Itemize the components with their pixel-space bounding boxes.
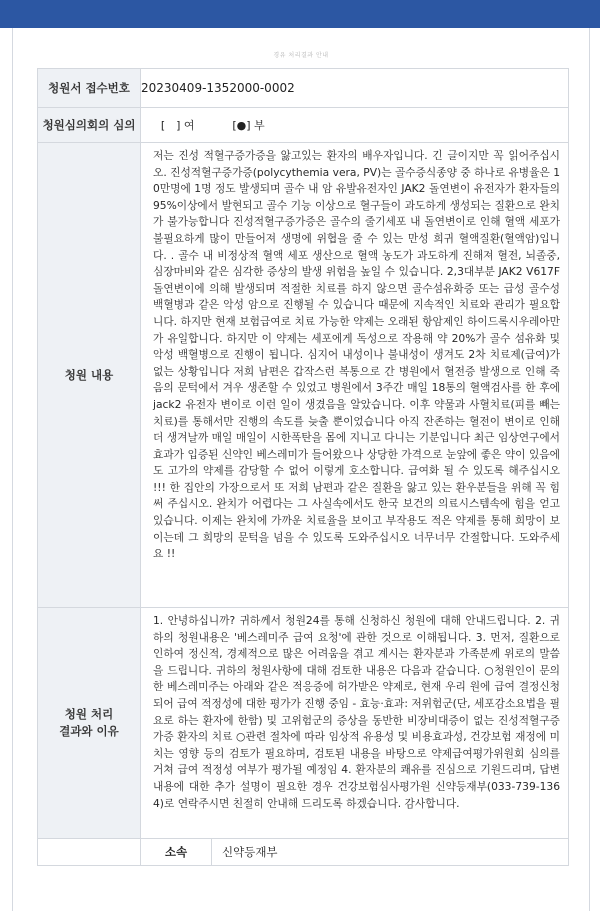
document-frame xyxy=(12,28,590,911)
petition-result-table xyxy=(37,68,569,866)
receipt-row xyxy=(38,69,569,108)
receipt-label: 청원서 접수번호 xyxy=(38,69,141,108)
top-header-bar xyxy=(0,0,600,28)
petition-content-label: 청원 내용 xyxy=(38,143,141,608)
result-text: 1. 안녕하십니까? 귀하께서 청원24를 통해 신청하신 청원에 대해 안내드립니다. 2. 귀하의 청원내용은 '베스레미주 급여 요청'에 관한 것으로 이해됩니다. 3. 먼저, 질환으로 인하여 정신적, 경제적으로 많은 어려움을 겪고 계시는 환자분과 가족분께 위로의 말씀을 드립니다. 귀하의 청원사항에 대해 검토한 내용은 다음과 같습니다. ○청원인이 문의한 베스레미주는 아래와 같은 적응증에 허가받은 약제로, 현재 우리 원에 급여 결정신청 되어 급여 적정성에 대한 평가가 진행 중임 - 효능·효과: 저위험군(단, 세포감소요법을 필요로 하는 환자에 한함) 및 고위험군의 증상을 동반한 비장비대증이 없는 진성적혈구증가증 환자의 치료 ○관련 절차에 따라 임상적 유용성 및 비용효과성, 건강보험 재정에 미치는 영향 등의 검토가 필요하며, 검토된 내용을 바탕으로 약제급여평가위원회 심의를 거쳐 급여 적정성 여부가 평가될 예정임 4. 환자분의 쾌유를 진심으로 기원드리며, 답변 내용에 대한 추가 설명이 필요한 경우 건강보험심사평가원 신약등재부(033-739-1364)로 연락주시면 친절히 안내해 드리도록 하겠습니다. 감사합니다. xyxy=(141,608,569,839)
result-label-line1: 청원 처리 xyxy=(64,707,114,721)
receipt-number: 20230409-1352000-0002 xyxy=(141,69,569,108)
petition-content-row xyxy=(38,143,569,608)
review-row xyxy=(38,108,569,143)
review-options xyxy=(141,108,569,143)
department-spacer xyxy=(38,839,141,866)
result-label xyxy=(38,608,141,839)
result-row xyxy=(38,608,569,839)
review-label: 청원심의회의 심의 xyxy=(38,108,141,143)
review-option-yes: [ ] 여 xyxy=(160,119,195,132)
department-value: 신약등재부 xyxy=(222,845,278,859)
petition-content-text: 저는 진성 적혈구증가증을 앓고있는 환자의 배우자입니다. 긴 글이지만 꼭 읽어주십시오. 진성적혈구증가증(polycythemia vera, PV)는 골수증식종양 중 하나로 유병율은 10만명에 1명 정도 발생되며 골수 내 암 유발유전자인 JAK2 돌연변이 유전자가 환자들의 95%이상에서 발현되고 골수 기능 이상으로 혈구들이 과도하게 생성되는 질환으로 완치가 불가능합니다 진성적혈구증가증은 골수의 줄기세포 내 돌연변이로 인해 혈액 세포가 불필요하게 많이 만들어져 생명에 위협을 줄 수 있는 만성 희귀 혈액질환(혈액암)입니다. . 골수 내 비정상적 혈액 세포 생산으로 혈액 농도가 과도하게 진해져 혈전, 뇌졸중, 심장마비와 같은 심각한 증상의 발생 위험을 높일 수 있습니다. 2,3대부분 JAK2 V617F 돌연변이에 의해 발생되며 적절한 치료를 하지 않으면 골수섬유화증 또는 급성 골수성 백혈병과 같은 악성 암으로 진행될 수 있습니다 때문에 지속적인 치료와 관리가 필요합니다. 하지만 현재 보험급여로 치료 가능한 약제는 오래된 항암제인 하이드록시우레아만가 유일합니다. 하지만 이 약제는 세포에게 독성으로 작용해 약 20%가 골수 섬유화 및 악성 백혈병으로 진행이 됩니다. 심지어 내성이나 불내성이 생겨도 2차 치료제(급여)가 없는 상황입니다 저희 남편은 갑작스런 복통으로 간 병원에서 혈전증 발생으로 인해 죽음의 문턱에서 겨우 생존할 수 있었고 병원에서 3주간 매일 18통의 혈액검사를 한 후에 jack2 유전자 변이로 이런 일이 생겼음을 알았습니다. 이후 약물과 사혈치료(피를 빼는 치료)를 통해서만 진행의 속도를 늦출 뿐이었습니다 아직 잔존하는 혈전이 변이로 인해 더 생겨날까 매일 매일이 시한폭탄을 몸에 지니고 다니는 기분입니다 최근 임상연구에서 효과가 입증된 신약인 베스레미가 들어왔으나 상당한 가격으로 눈앞에 좋은 약이 있음에도 고가의 약제를 감당할 수 없어 이렇게 호소합니다. 급여화 될 수 있도록 해주십시오 !!! 한 집안의 가장으로서 또 저희 남편과 같은 질환을 앓고 있는 환우분들을 위해 꼭 힘써 주십시오. 완치가 어렵다는 그 사실속에서도 한국 보건의 의료시스템속에 힘을 얻고 있습니다. 이제는 완치에 가까운 치료율을 보이고 부작용도 적은 약제를 통해 희망이 보이는데 그 희망의 문턱을 넘을 수 있도록 도와주십시오 너무너무 간절합니다. 도와주세요 !! xyxy=(141,143,569,608)
result-label-line2: 결과와 이유 xyxy=(59,724,119,738)
department-row xyxy=(38,839,569,866)
review-option-no: [●] 부 xyxy=(232,119,265,132)
department-cell xyxy=(141,839,569,866)
department-label: 소속 xyxy=(141,839,212,865)
document-caption: 경유 처리결과 안내 xyxy=(273,52,329,59)
